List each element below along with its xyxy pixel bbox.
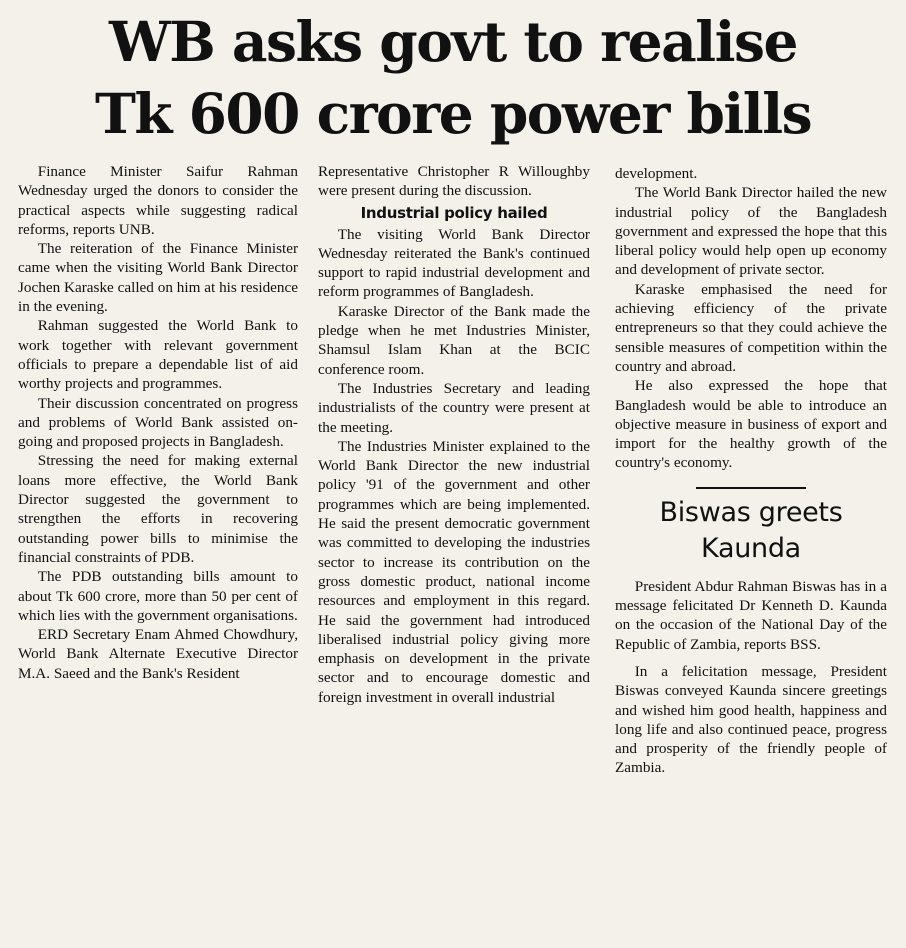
paragraph: Stressing the need for making external loans more effective, the World Bank Director suggested the government to strengthen the efforts in recovering outstanding power bills to minimise the financial constraints of PDB.	[18, 452, 298, 566]
paragraph: President Abdur Rahman Biswas has in a message felicitated Dr Kenneth D. Kaunda on the occasion of the National Day of the Republic of Zambia, reports BSS.	[615, 577, 887, 653]
paragraph: In a felicitation message, President Biswas conveyed Kaunda sincere greetings and wished him good health, happiness and long life and also continued peace, progress and prosperity of the friendly people of Zambia.	[615, 662, 887, 777]
article-column-1	[18, 162, 298, 683]
paragraph: Karaske Director of the Bank made the pledge when he met Industries Minister, Shamsul Islam Khan at the BCIC conference room.	[318, 302, 590, 378]
paragraph: The PDB outstanding bills amount to about Tk 600 crore, more than 50 per cent of which lies with the government organisations.	[18, 568, 298, 624]
main-headline	[0, 0, 906, 158]
article-column-3	[615, 164, 887, 778]
paragraph: development.	[615, 165, 698, 182]
headline-line-2: Tk 600 crore power bills	[94, 81, 812, 146]
subhead-industrial-policy: Industrial policy hailed	[360, 203, 548, 222]
paragraph: ERD Secretary Enam Ahmed Chowdhury, World Bank Alternate Executive Director M.A. Saeed and the Bank's Resident	[18, 626, 298, 682]
article-column-2	[318, 162, 590, 707]
divider-rule	[696, 487, 806, 489]
paragraph: The Industries Secretary and leading industrialists of the country were present at the meeting.	[318, 379, 590, 436]
paragraph: The Industries Minister explained to the World Bank Director the new industrial policy '91 of the government and other programmes which are being implemented. He said the present democratic government was committed to developing the industries sector to increase its contribution on the gross domestic product, national income resources and employment in this regard. He said the government had introduced liberalised industrial policy giving more emphasis on development in the private sector and to encourage domestic and foreign investment in overall industrial	[318, 437, 590, 706]
paragraph: Karaske emphasised the need for achieving efficiency of the private entrepreneurs so that they could achieve the sensible measures of competition within the country and abroad.	[615, 280, 887, 375]
paragraph: Representative Christopher R Willoughby were present during the discussion.	[318, 163, 590, 200]
paragraph: The World Bank Director hailed the new industrial policy of the Bangladesh government and expressed the hope that this liberal policy would help open up economy and development of private sector.	[615, 184, 887, 279]
paragraph: The reiteration of the Finance Minister came when the visiting World Bank Director Jochen Karaske called on him at his residence in the evening.	[18, 240, 298, 316]
paragraph: Rahman suggested the World Bank to work together with relevant government officials to prepare a dependable list of aid worthy projects and programmes.	[18, 317, 298, 393]
brief-headline: Biswas greets Kaunda	[659, 496, 843, 564]
paragraph: Finance Minister Saifur Rahman Wednesday urged the donors to consider the practical aspects while suggesting radical reforms, reports UNB.	[18, 163, 298, 238]
paragraph: Their discussion concentrated on progress and problems of World Bank assisted on-going and proposed projects in Bangladesh.	[18, 394, 298, 451]
paragraph: He also expressed the hope that Bangladesh would be able to introduce an objective measure in business of export and import for the healthy growth of the country's economy.	[615, 377, 887, 472]
paragraph: The visiting World Bank Director Wednesday reiterated the Bank's continued support to rapid industrial development and reform programmes of Bangladesh.	[318, 225, 590, 301]
headline-line-1: WB asks govt to realise	[109, 9, 797, 74]
